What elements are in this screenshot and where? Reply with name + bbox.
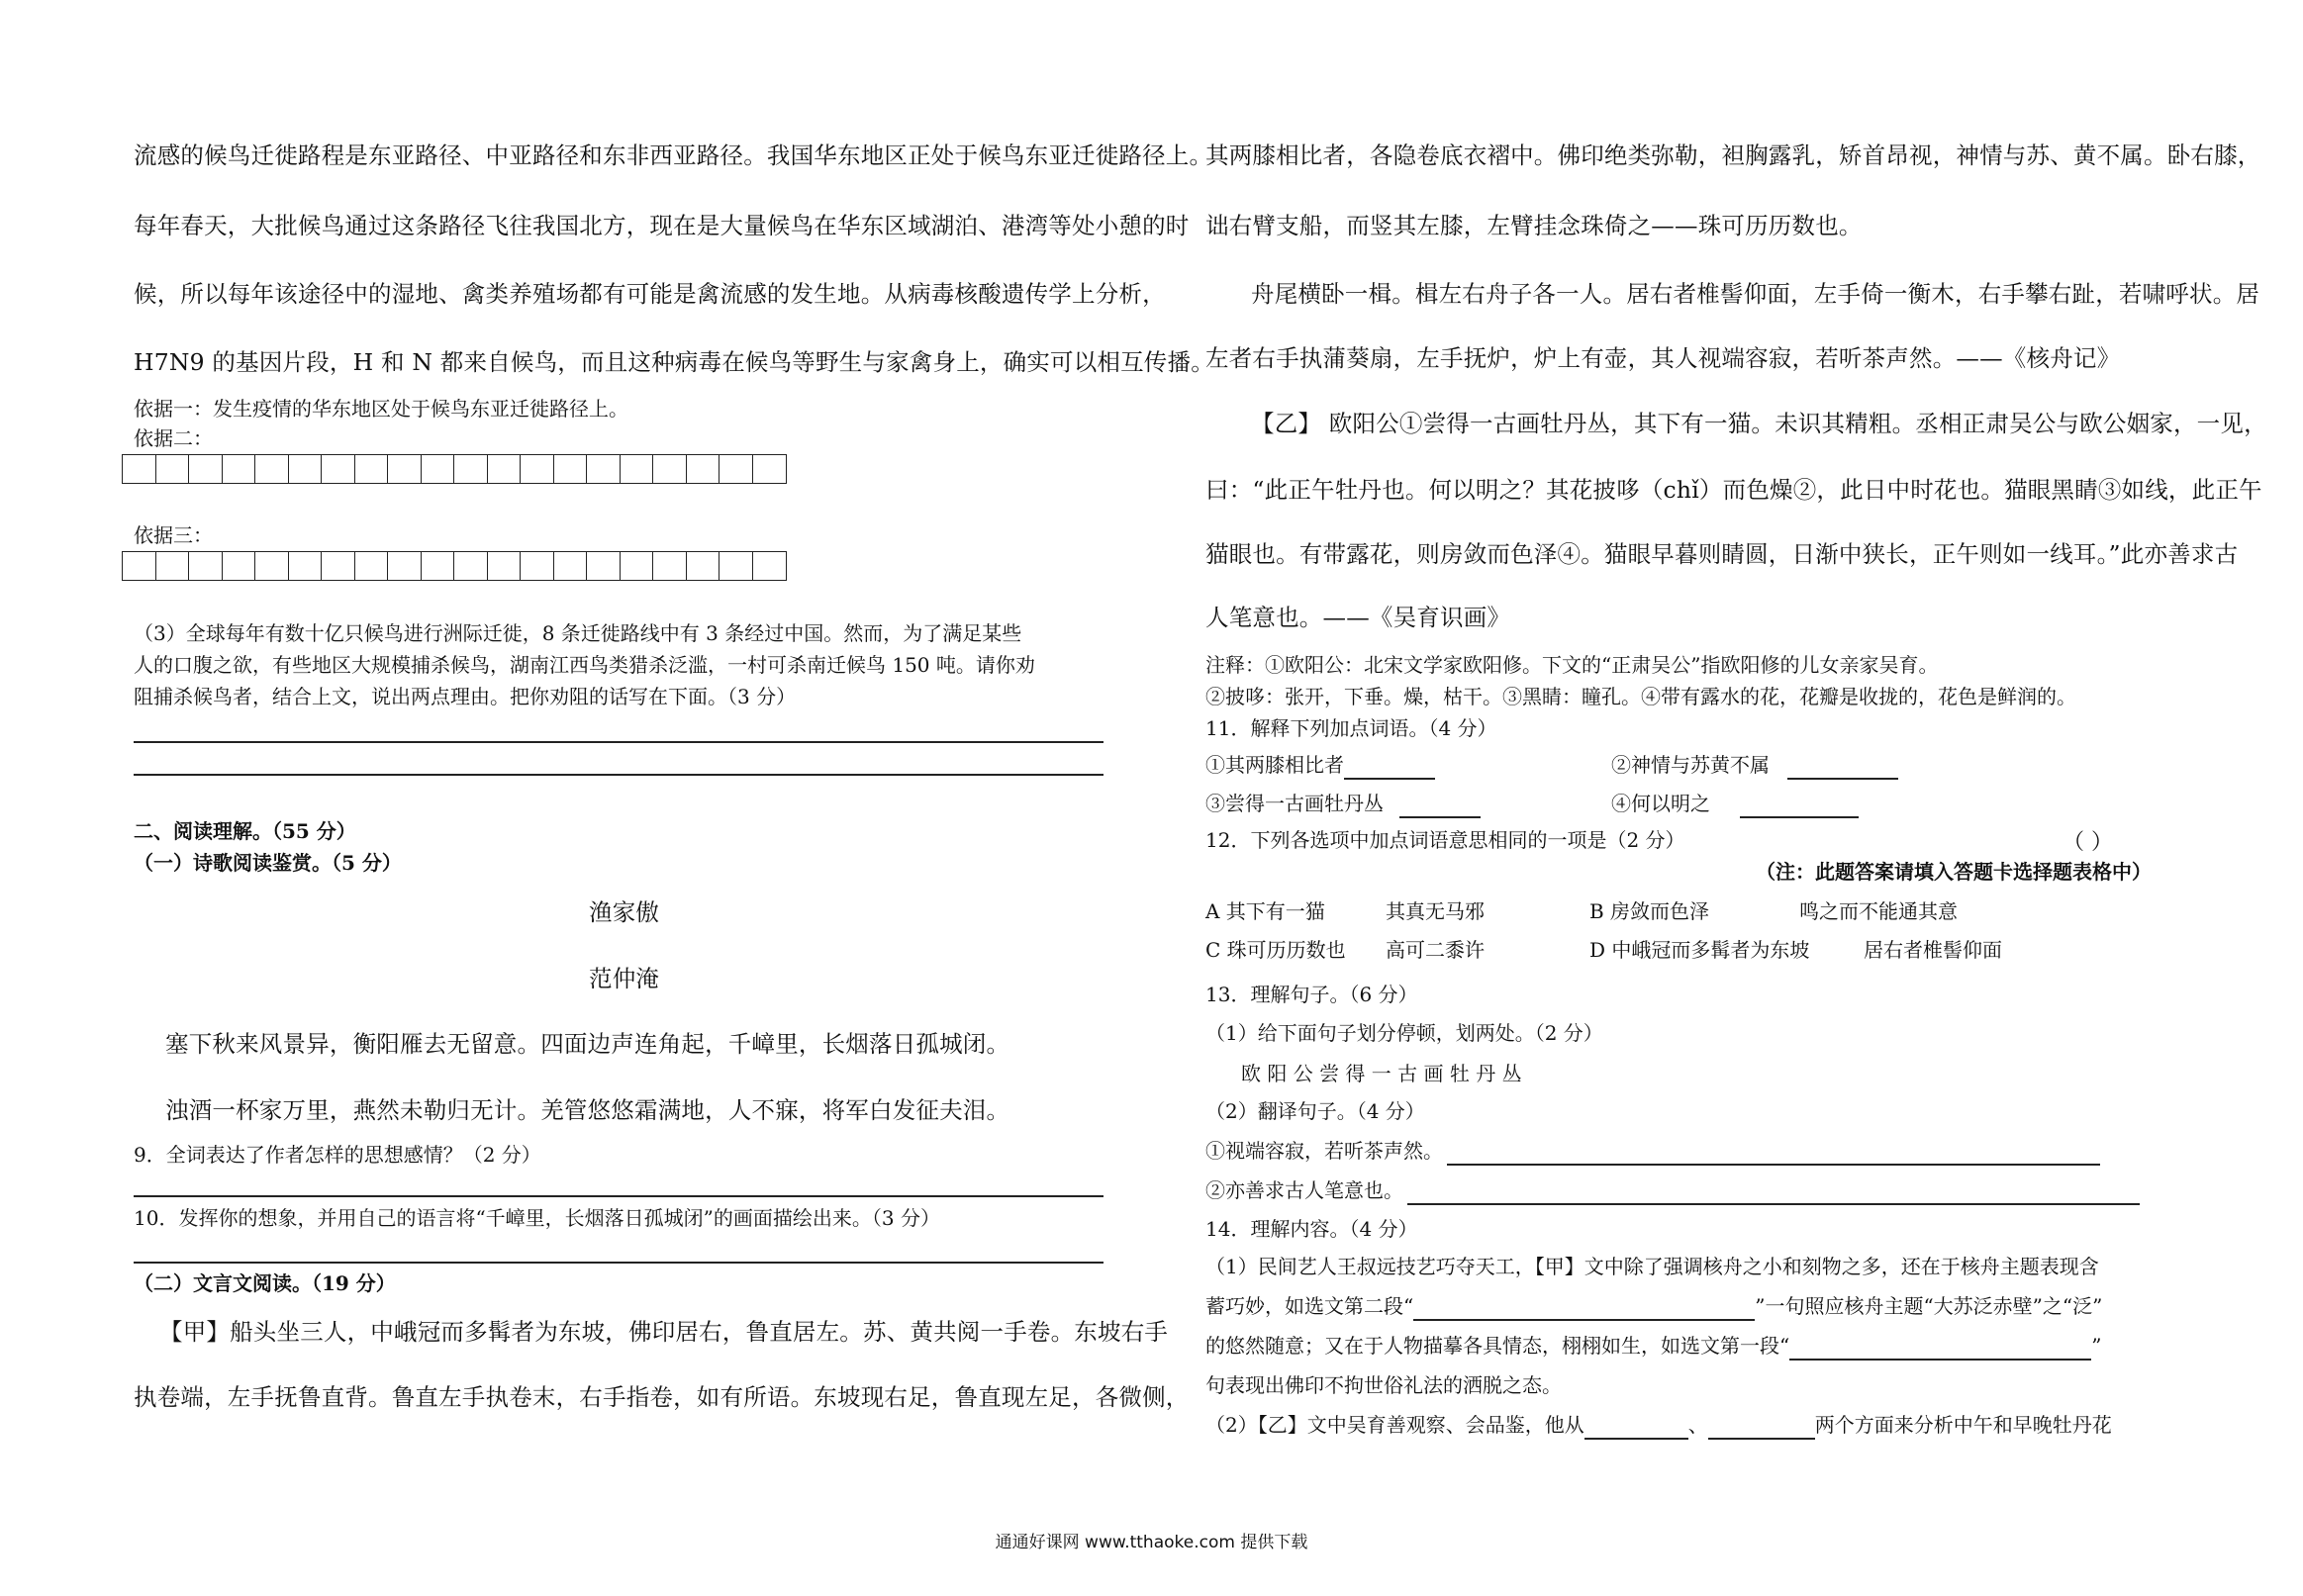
answer-line[interactable] xyxy=(134,1195,1104,1197)
basis-three-label: 依据三： xyxy=(134,523,213,547)
passage-line: 每年春天，大批候鸟通过这条路径飞往我国北方，现在是大量候鸟在华东区域湖泊、港湾等处小憩的时 xyxy=(134,212,1190,239)
blank[interactable] xyxy=(1708,1412,1815,1440)
blank[interactable] xyxy=(1344,752,1435,780)
blank[interactable] xyxy=(1740,791,1859,818)
q14-part-1: （1）民间艺人王叔远技艺巧夺天工，【甲】文中除了强调核舟之小和刻物之多，还在于核舟主题表现含 xyxy=(1205,1255,2099,1278)
q11-item-a: ①其两膝相比者 xyxy=(1205,750,1435,780)
blank[interactable] xyxy=(1413,1293,1755,1321)
jia-passage-line: 舟尾横卧一楫。楫左右舟子各一人。居右者椎髻仰面，左手倚一衡木，右手攀右趾，若啸呼状。居 xyxy=(1251,280,2260,308)
q14-part-2: （2）【乙】文中吴育善观察、会品鉴，他从 、 两个方面来分析中午和早晚牡丹花 xyxy=(1205,1410,2112,1440)
answer-line[interactable] xyxy=(134,774,1104,776)
poem-author: 范仲淹 xyxy=(589,965,660,992)
annotation: ②披哆：张开，下垂。燥，枯干。③黑睛：瞳孔。④带有露水的花，花瓣是收拢的，花色是鲜润的。 xyxy=(1205,685,2076,708)
section-subheading: （二）文言文阅读。（19 分） xyxy=(134,1271,396,1295)
basis-two-label: 依据二： xyxy=(134,426,213,450)
q13-sentence: 欧 阳 公 尝 得 一 古 画 牡 丹 丛 xyxy=(1241,1062,1522,1085)
q14-part-1-line: 蓄巧妙，如选文第二段“ ”一句照应核舟主题“大苏泛赤壁”之“泛” xyxy=(1205,1291,2102,1321)
q13-translate-2: ②亦善求古人笔意也。 xyxy=(1205,1175,2140,1205)
q11-item-d: ④何以明之 xyxy=(1611,789,1859,818)
question-13: 13．理解句子。（6 分） xyxy=(1205,983,1418,1006)
q14-part-1-line: 的悠然随意；又在于人物描摹各具情态，栩栩如生，如选文第一段“ ” xyxy=(1205,1331,2101,1361)
q12-option-d-compare: 居右者椎髻仰面 xyxy=(1864,938,2002,962)
blank[interactable] xyxy=(1789,1333,2091,1361)
yi-passage-line: 猫眼也。有带露花，则房敛而色泽④。猫眼早暮则睛圆，日渐中狭长，正午则如一线耳。”此亦善求古 xyxy=(1205,540,2239,568)
annotation: 注释：①欧阳公：北宋文学家欧阳修。下文的“正肃吴公”指欧阳修的儿女亲家吴育。 xyxy=(1205,653,1939,677)
q12-option-a-compare: 其真无马邪 xyxy=(1386,899,1485,923)
basis-two-answer-grid[interactable] xyxy=(122,454,787,484)
section-subheading: （一）诗歌阅读鉴赏。（5 分） xyxy=(134,851,402,875)
question-3-line: 阻捕杀候鸟者，结合上文，说出两点理由。把你劝阻的话写在下面。（3 分） xyxy=(134,685,797,708)
answer-line[interactable] xyxy=(134,1262,1104,1264)
answer-line[interactable] xyxy=(134,741,1104,743)
question-11: 11．解释下列加点词语。（4 分） xyxy=(1205,716,1497,740)
q12-option-b: B 房敛而色泽 xyxy=(1589,899,1710,923)
jia-passage-line: 其两膝相比者，各隐卷底衣褶中。佛印绝类弥勒，袒胸露乳，矫首昂视，神情与苏、黄不属。卧右膝， xyxy=(1205,141,2261,169)
basis-three-answer-grid[interactable] xyxy=(122,551,787,581)
q12-note: （注：此题答案请填入答题卡选择题表格中） xyxy=(1756,860,2152,884)
jia-passage-line: 诎右臂支船，而竖其左膝，左臂挂念珠倚之——珠可历历数也。 xyxy=(1205,212,1863,239)
q12-option-c: C 珠可历历数也 xyxy=(1205,938,1346,962)
passage-line: 候，所以每年该途径中的湿地、禽类养殖场都有可能是禽流感的发生地。从病毒核酸遗传学上分析， xyxy=(134,280,1166,308)
poem-line: 浊酒一杯家万里，燕然未勒归无计。羌管悠悠霜满地，人不寐，将军白发征夫泪。 xyxy=(165,1096,1010,1124)
question-10: 10．发挥你的想象，并用自己的语言将“千嶂里，长烟落日孤城闭”的画面描绘出来。（3 分） xyxy=(134,1206,940,1230)
blank[interactable] xyxy=(1447,1138,2100,1166)
yi-passage-line: 【乙】 欧阳公①尝得一古画牡丹丛，其下有一猫。未识其精粗。丞相正肃吴公与欧公姻家，一见， xyxy=(1251,410,2267,437)
blank[interactable] xyxy=(1399,791,1481,818)
blank[interactable] xyxy=(1584,1412,1688,1440)
yi-passage-line: 人笔意也。——《吴育识画》 xyxy=(1205,604,1511,631)
question-3-line: 人的口腹之欲，有些地区大规模捕杀候鸟，湖南江西鸟类猎杀泛滥，一村可杀南迁候鸟 150 吨。请你劝 xyxy=(134,653,1035,677)
poem-title: 渔家傲 xyxy=(589,898,660,926)
blank[interactable] xyxy=(1407,1177,2140,1205)
q13-translate-1: ①视端容寂，若听茶声然。 xyxy=(1205,1136,2100,1166)
question-9: 9．全词表达了作者怎样的思想感情？（2 分） xyxy=(134,1143,541,1167)
basis-one: 依据一：发生疫情的华东地区处于候鸟东亚迁徙路径上。 xyxy=(134,397,628,421)
q14-part-1-line: 句表现出佛印不拘世俗礼法的洒脱之态。 xyxy=(1205,1373,1562,1397)
poem-line: 塞下秋来风景异，衡阳雁去无留意。四面边声连角起，千嶂里，长烟落日孤城闭。 xyxy=(165,1030,1010,1058)
blank[interactable] xyxy=(1787,752,1898,780)
question-14: 14．理解内容。（4 分） xyxy=(1205,1217,1418,1241)
yi-passage-line: 曰：“此正午牡丹也。何以明之？其花披哆（chǐ）而色燥②，此日中时花也。猫眼黑睛③如线，此正午 xyxy=(1205,476,2262,504)
q11-item-b: ②神情与苏黄不属 xyxy=(1611,750,1898,780)
question-12: 12．下列各选项中加点词语意思相同的一项是（2 分） xyxy=(1205,828,1685,852)
q12-option-c-compare: 高可二黍许 xyxy=(1386,938,1485,962)
q12-option-a: A 其下有一猫 xyxy=(1205,899,1325,923)
jia-passage-line: 左者右手执蒲葵扇，左手抚炉，炉上有壶，其人视端容寂，若听茶声然。——《核舟记》 xyxy=(1205,344,2121,372)
question-3: （3）全球每年有数十亿只候鸟进行洲际迁徙，8 条迁徙路线中有 3 条经过中国。然而，为了满足某些 xyxy=(134,621,1022,645)
answer-paren[interactable]: （ ） xyxy=(2063,830,2113,855)
jia-passage-line: 【甲】船头坐三人，中峨冠而多髯者为东坡，佛印居右，鲁直居左。苏、黄共阅一手卷。东坡右手 xyxy=(159,1318,1169,1346)
jia-passage-line: 执卷端，左手抚鲁直背。鲁直左手执卷末，右手指卷，如有所语。东坡现右足，鲁直现左足，各微侧， xyxy=(134,1383,1190,1411)
passage-line: 流感的候鸟迁徙路程是东亚路径、中亚路径和东非西亚路径。我国华东地区正处于候鸟东亚迁徙路径上。 xyxy=(134,141,1213,169)
footer-source: 通通好课网 www.tthaoke.com 提供下载 xyxy=(995,1533,1308,1552)
q13-part-2: （2）翻译句子。（4 分） xyxy=(1205,1099,1425,1123)
q12-option-b-compare: 鸣之而不能通其意 xyxy=(1799,899,1958,923)
q13-part-1: （1）给下面句子划分停顿，划两处。（2 分） xyxy=(1205,1021,1603,1045)
q12-option-d: D 中峨冠而多髯者为东坡 xyxy=(1589,938,1810,962)
q11-item-c: ③尝得一古画牡丹丛 xyxy=(1205,789,1481,818)
passage-line: H7N9 的基因片段，H 和 N 都来自候鸟，而且这种病毒在候鸟等野生与家禽身上，确实可以相互传播。 xyxy=(134,348,1214,376)
section-heading: 二、阅读理解。（55 分） xyxy=(134,819,356,843)
